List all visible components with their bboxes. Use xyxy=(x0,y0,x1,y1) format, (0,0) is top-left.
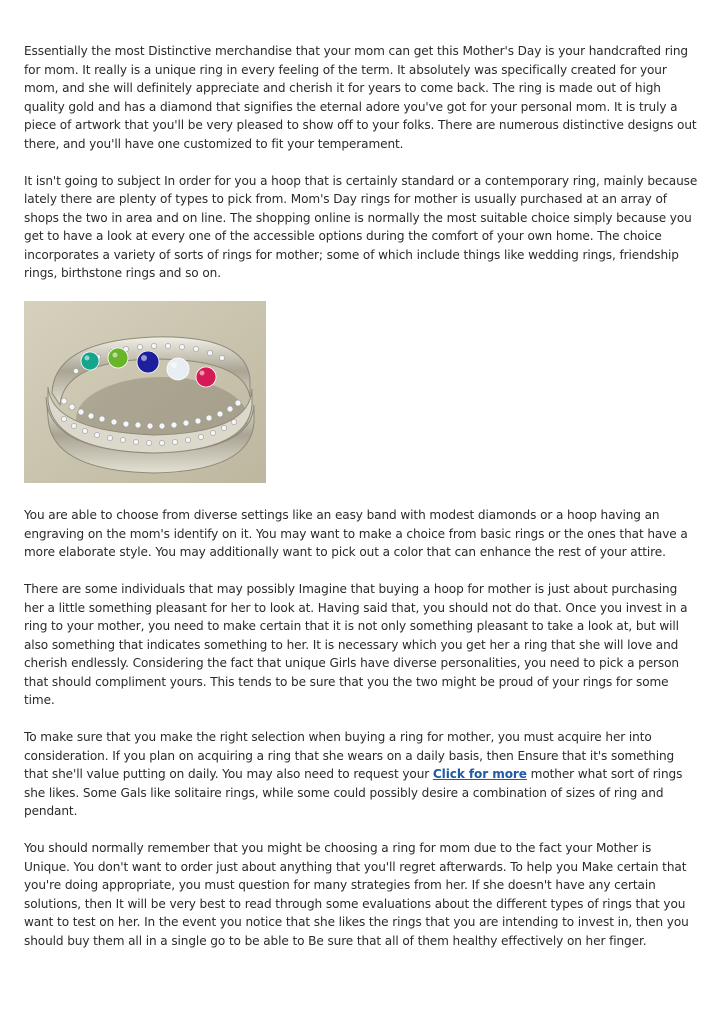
gem-green xyxy=(108,348,128,368)
paragraph-choices: It isn't going to subject In order for you a hoop that is certainly standard or a contemporary ring, mainly because lately there are plenty of types to pick from. Mom's Day rings for mother is usually purchased at an array of shops the two in area and on line. The shopping online is normally the most suitable choice simply because you get to have a look at every one of the accessible options during the comfort of your own home. The choice incorporates a variety of sorts of rings for mother; some of which include things like wedding rings, friendship rings, birthstone rings and so on. xyxy=(24,173,698,280)
selection-text-before: To make sure that you make the right selection when buying a ring for mother, you must acquire her into consideration. If you plan on acquiring a ring that she wears on a daily basis, then Ensure that it's something that she'll value putting on daily. You may also need to request your xyxy=(24,730,675,781)
paragraph-intro: Essentially the most Distinctive merchandise that your mom can get this Mother's Day is your handcrafted ring for mom. It really is a unique ring in every feeling of the term. It absolutely was specifically created for your mom, and she will definitely appreciate and cherish it for years to come back. The ring is made out of high quality gold and has a diamond that signifies the eternal adore you've got for your personal mom. It is truly a piece of artwork that you'll be very pleased to show off to your folks. There are numerous distinctive designs out there, and you'll have one customized to fit your temperament. xyxy=(24,44,697,151)
selection-text-after: mother what sort of rings she likes. Some Gals like solitaire rings, while some could possibly desire a combination of sizes of ring and pendant. xyxy=(24,767,683,818)
article xyxy=(24,42,698,969)
gem-white xyxy=(167,358,189,380)
paragraph-unique: You should normally remember that you might be choosing a ring for mom due to the fact your Mother is Unique. You don't want to order just about anything that you'll regret afterwards. To help you Make certain that you're doing appropriate, you must question for many strategies from her. If she doesn't have any certain solutions, then It will be very best to read through some evaluations about the different types of rings that you want to test on her. In the event you notice that she likes the rings that you are intending to invest in, then you should buy them all in a single go to be able to Be sure that all of them healthy effectively on her finger. xyxy=(24,841,689,948)
gem-pink xyxy=(196,367,216,387)
paragraph-selection xyxy=(24,728,698,821)
gem-blue xyxy=(137,351,159,373)
click-for-more-link[interactable]: Click for more xyxy=(432,767,527,781)
ring-image xyxy=(24,301,266,483)
paragraph-settings: You are able to choose from diverse settings like an easy band with modest diamonds or a hoop having an engraving on the mom's identify on it. You may want to make a choice from basic rings or the ones that have a more elaborate style. You may additionally want to pick out a color that can enhance the rest of your attire. xyxy=(24,508,688,559)
paragraph-meaning: There are some individuals that may possibly Imagine that buying a hoop for mother is just about purchasing her a little something pleasant for her to look at. Having said that, you should not do that. Once you invest in a ring to your mother, you need to make certain that it is not only something pleasant to take a look at, but will also something that indicates something to her. It is necessary which you get her a ring that she will love and cherish endlessly. Considering the fact that unique Girls have diverse personalities, you need to pick a person that should compliment yours. This tends to be sure that you the two might be proud of your rings for some time. xyxy=(24,582,688,707)
gem-teal xyxy=(81,352,99,370)
